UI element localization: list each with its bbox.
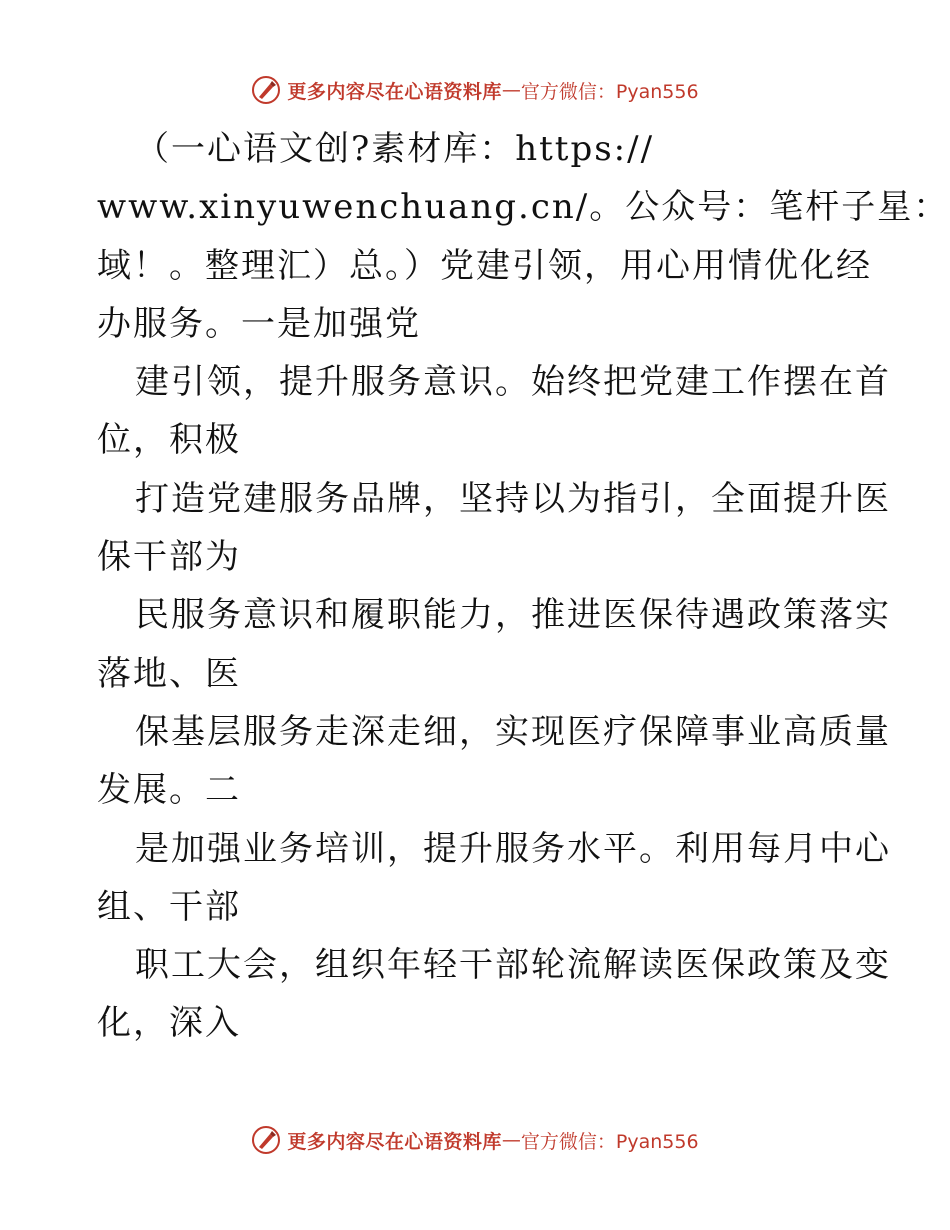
body-line: 保基层服务走深走细，实现医疗保障事业高质量	[135, 711, 891, 752]
header-banner-wechat: 官方微信：Pyan556	[520, 80, 699, 103]
body-line: 办服务。一是加强党	[97, 303, 421, 344]
body-line: 民服务意识和履职能力，推进医保待遇政策落实	[135, 595, 891, 636]
footer-banner-text: 更多内容尽在心语资料库	[287, 1130, 502, 1153]
pen-logo-icon	[251, 1125, 281, 1155]
body-line: 位，积极	[97, 420, 241, 461]
body-line: （一心语文创?素材库：https://	[135, 129, 655, 169]
body-line: 化，深入	[97, 1003, 241, 1044]
body-line: 落地、医	[97, 653, 241, 694]
footer-banner-separator: —	[501, 1129, 521, 1151]
header-banner-separator: —	[501, 79, 521, 101]
body-line: www.xinyuwenchuang.cn/。公众号：笔杆子星：	[97, 187, 950, 228]
footer-banner	[0, 1120, 950, 1160]
body-line: 是加强业务培训，提升服务水平。利用每月中心	[135, 828, 891, 869]
footer-banner-wechat: 官方微信：Pyan556	[520, 1130, 699, 1153]
body-line: 打造党建服务品牌，坚持以为指引，全面提升医	[135, 478, 891, 519]
body-line: 域！。整理汇）总。）党建引领，用心用情优化经	[97, 245, 872, 286]
header-banner	[0, 70, 950, 110]
document-body	[97, 120, 950, 1053]
body-line: 保干部为	[97, 537, 241, 578]
pen-logo-icon	[251, 75, 281, 105]
body-line: 组、干部	[97, 886, 241, 927]
body-line: 职工大会，组织年轻干部轮流解读医保政策及变	[135, 945, 891, 986]
header-banner-text: 更多内容尽在心语资料库	[287, 80, 502, 103]
body-line: 发展。二	[97, 770, 241, 811]
body-line: 建引领，提升服务意识。始终把党建工作摆在首	[135, 362, 891, 403]
